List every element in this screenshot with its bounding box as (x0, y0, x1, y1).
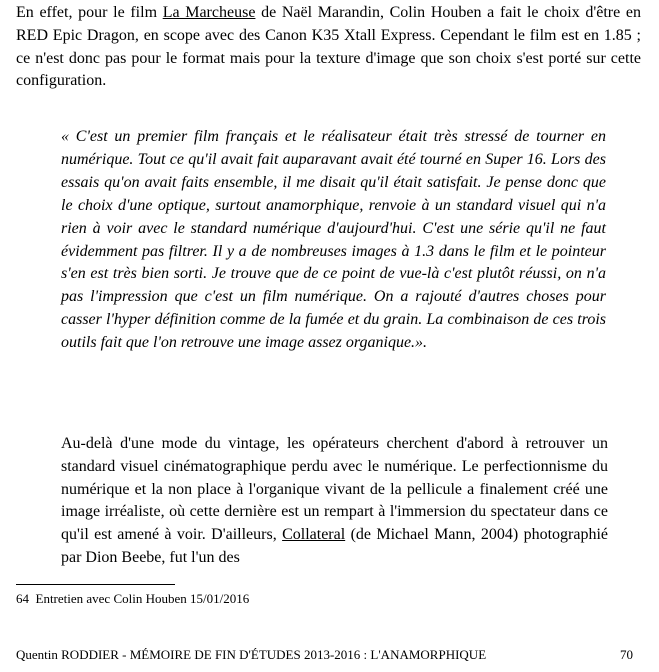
paragraph-text: En effet, pour le film (16, 4, 163, 21)
paragraph-text: Au-delà d'une mode du vintage, les opérateurs cherchent d'abord à retrouver un standard visuel cinématographique perdu avec le numérique. Le perfectionnisme du numérique et la non place à l'organique vivant de la pellicule a finalement créé une image irréaliste, où cette dernière est un rempart à l'immersion du spectateur dans ce qu'il est amené à voir. D'ailleurs, (61, 435, 608, 544)
footnote (16, 591, 249, 607)
interview-quote: « C'est un premier film français et le réalisateur était très stressé de tourner en numérique. Tout ce qu'il avait fait auparavant avait été tourné en Super 16. Lors des essais qu'on avait faits ensemble, il me disait qu'il était satisfait. Je pense donc que le choix d'une optique, surtout anamorphique, renvoie à un standard visuel qui n'a rien à voir avec le standard numérique d'aujourd'hui. C'est une série qu'il ne faut évidemment pas filtrer. Il y a de nombreuses images à 1.3 dans le film et le pointeur s'en est très bien sorti. Je trouve que de ce point de vue-là c'est plutôt réussi, on n'a pas l'impression que c'est un film numérique. On a rajouté d'autres choses pour casser l'hyper définition comme de la fumée et du grain. La combinaison de ces trois outils fait que l'on retrouve une image assez organique.». (61, 128, 606, 352)
footnote-number: 64 (16, 591, 29, 606)
film-title-collateral: Collateral (282, 526, 346, 544)
page-number: 70 (620, 647, 633, 662)
film-title-la-marcheuse: La Marcheuse (162, 4, 256, 21)
paragraph-text: (de Michael Mann, 2004) photographié par Dion Beebe, fut l'un des (61, 526, 608, 566)
body-paragraph-2 (61, 433, 608, 570)
footnote-text: Entretien avec Colin Houben 15/01/2016 (35, 591, 250, 606)
paragraph-text: de Naël Marandin, Colin Houben a fait le choix d'être en RED Epic Dragon, en scope avec des Canon K35 Xtall Express. Cependant le film est en 1.85 ; ce n'est donc pas pour le format mais pour la texture d'image que son choix s'est porté sur cette configuration. (16, 4, 642, 90)
body-paragraph-1 (16, 2, 641, 93)
footnote-divider (16, 584, 175, 585)
footer-title: Quentin RODDIER - MÉMOIRE DE FIN D'ÉTUDES 2013-2016 : L'ANAMORPHIQUE (16, 647, 487, 662)
